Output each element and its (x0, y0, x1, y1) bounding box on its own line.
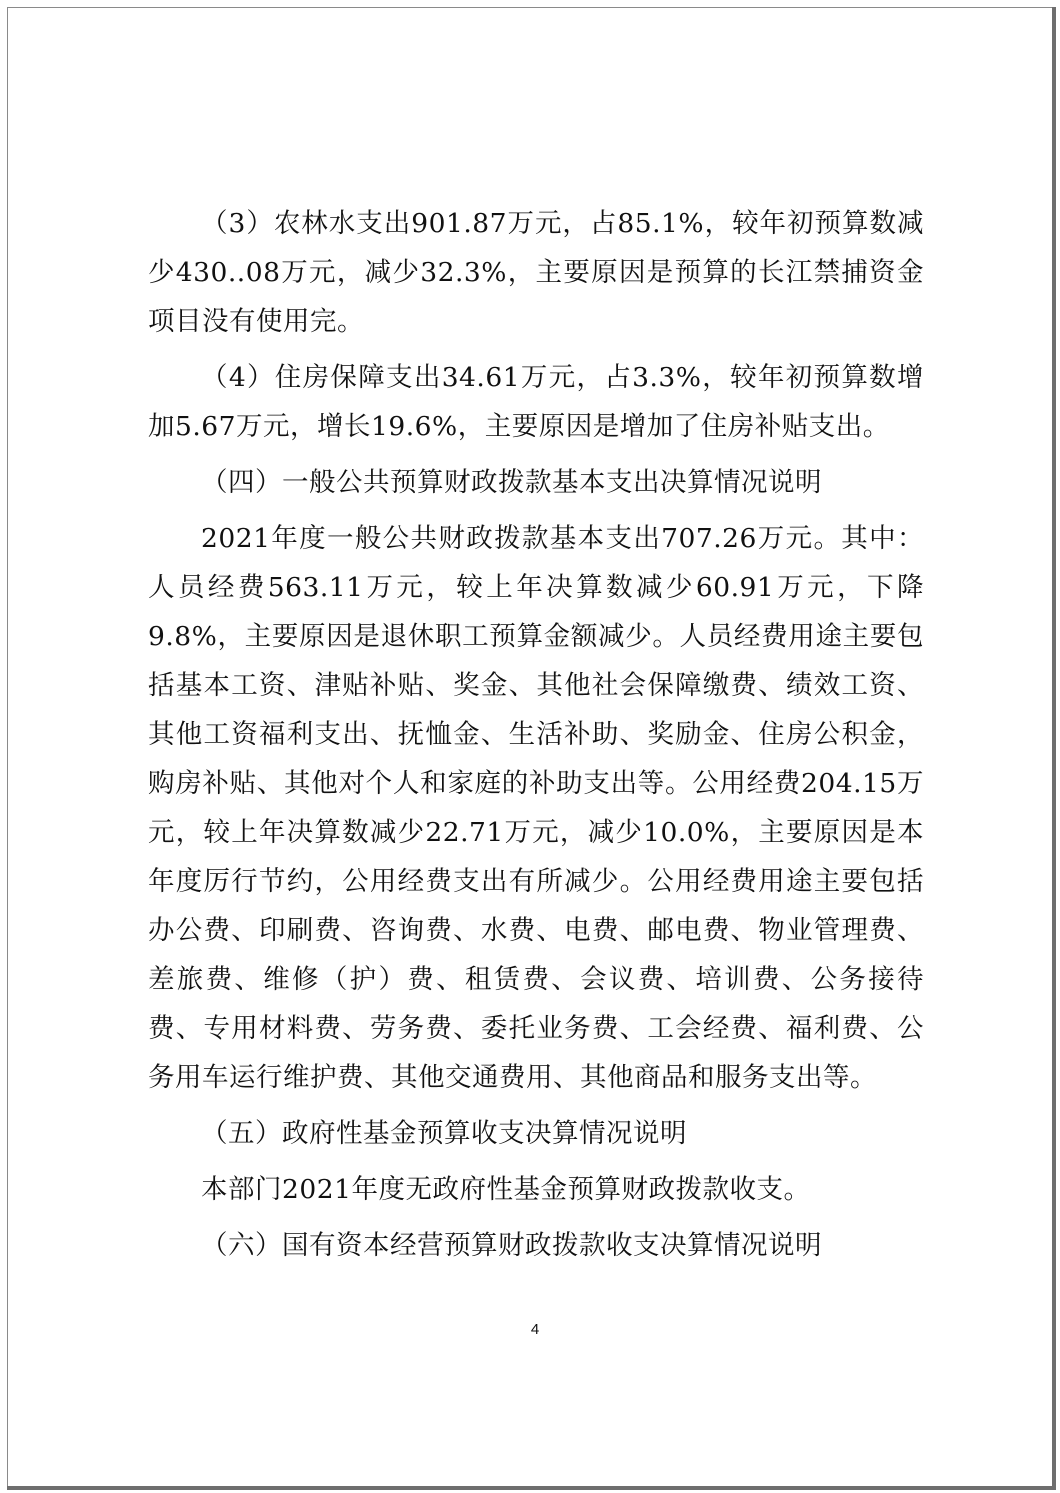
paragraph-agriculture-expenditure: （3）农林水支出901.87万元，占85.1%，较年初预算数减少430..08万元，减少32.3%，主要原因是预算的长江禁捕资金项目没有使用完。 (148, 208, 924, 337)
page-border-top (7, 7, 1053, 8)
paragraph-government-fund-note: 本部门2021年度无政府性基金预算财政拨款收支。 (201, 1174, 811, 1205)
paragraph-housing-expenditure: （4）住房保障支出34.61万元，占3.3%，较年初预算数增加5.67万元，增长19.6%，主要原因是增加了住房补贴支出。 (148, 362, 924, 442)
page-shadow-bottom (7, 1486, 1056, 1490)
document-body (148, 199, 924, 1270)
section-heading-government-fund: （五）政府性基金预算收支决算情况说明 (201, 1118, 687, 1149)
page-shadow-right (1052, 7, 1056, 1489)
paragraph-basic-expenditure-details: 2021年度一般公共财政拨款基本支出707.26万元。其中：人员经费563.11万元，较上年决算数减少60.91万元，下降9.8%，主要原因是退休职工预算金额减少。人员经费用途主要包括基本工资、津贴补贴、奖金、其他社会保障缴费、绩效工资、其他工资福利支出、抚恤金、生活补助、奖励金、住房公积金，购房补贴、其他对个人和家庭的补助支出等。公用经费204.15万元，较上年决算数减少22.71万元，减少10.0%，主要原因是本年度厉行节约，公用经费支出有所减少。公用经费用途主要包括办公费、印刷费、咨询费、水费、电费、邮电费、物业管理费、差旅费、维修（护）费、租赁费、会议费、培训费、公务接待费、专用材料费、劳务费、委托业务费、工会经费、福利费、公务用车运行维护费、其他交通费用、其他商品和服务支出等。 (148, 523, 924, 1093)
section-heading-state-capital: （六）国有资本经营预算财政拨款收支决算情况说明 (201, 1230, 822, 1261)
page-number: 4 (530, 1321, 540, 1338)
section-heading-basic-expenditure: （四）一般公共预算财政拨款基本支出决算情况说明 (201, 467, 822, 498)
page-border-left (7, 7, 8, 1486)
